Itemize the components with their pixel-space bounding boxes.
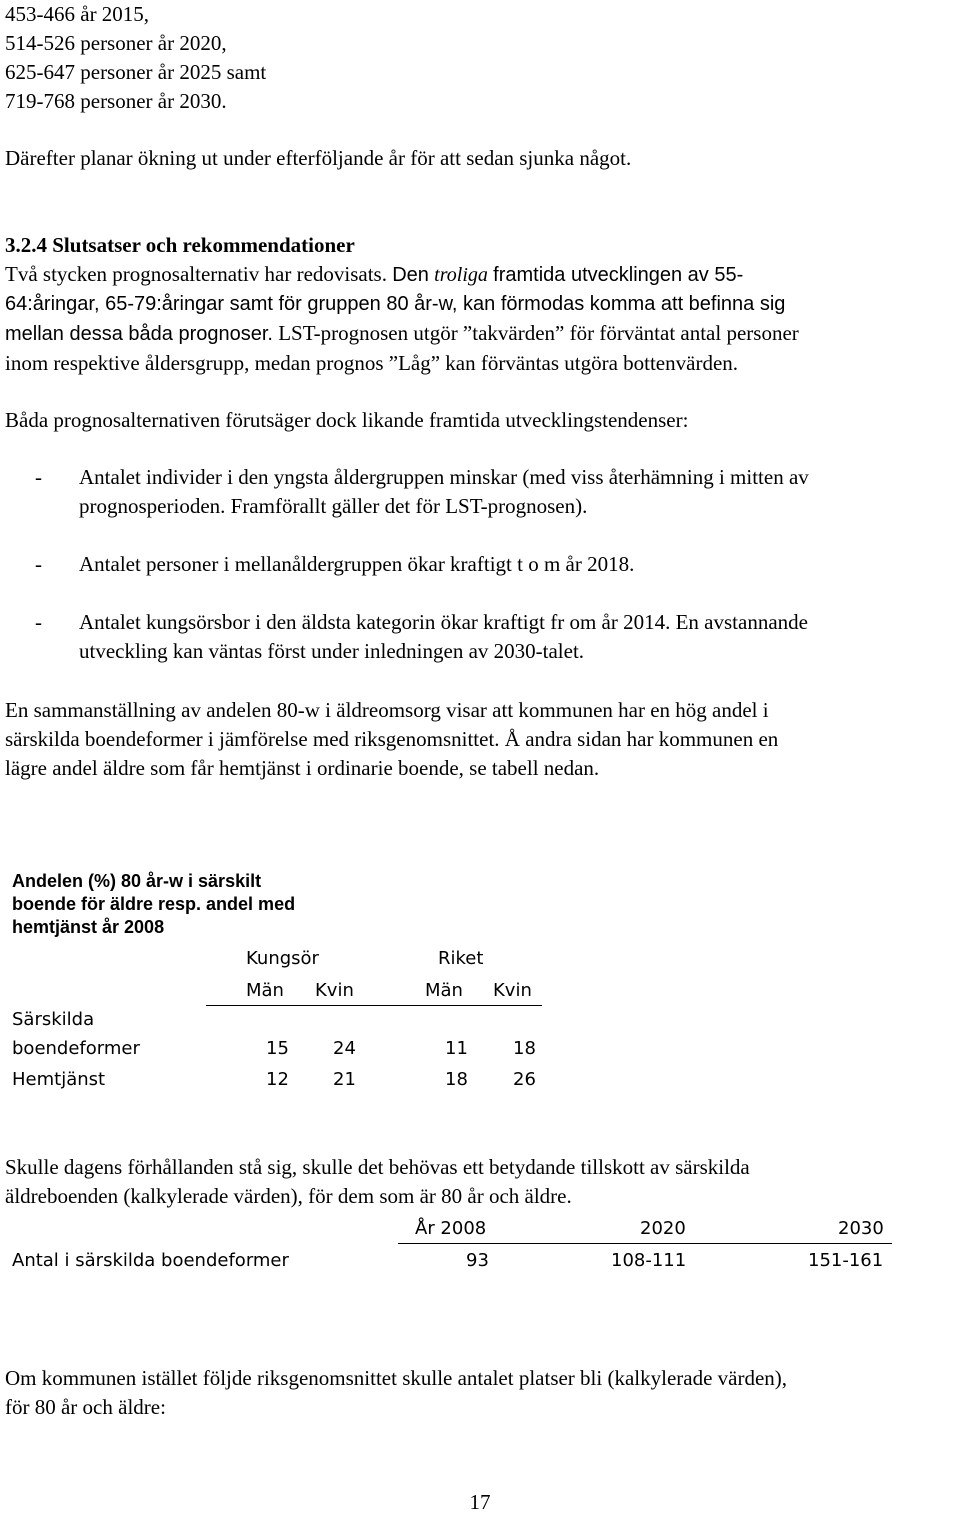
list-item-text: Antalet personer i mellanåldergruppen ökar kraftigt t o m år 2018. bbox=[79, 552, 635, 576]
table2-row-label: Antal i särskilda boendeformer bbox=[12, 1250, 289, 1271]
list-item bbox=[35, 550, 960, 580]
table1-header-rule bbox=[206, 1005, 542, 1006]
page-number: 17 bbox=[469, 1490, 491, 1514]
list-item bbox=[35, 463, 960, 523]
paragraph-tendencies: Båda prognosalternativen förutsäger dock likande framtida utvecklingstendenser: bbox=[5, 408, 689, 432]
table1-cell: 15 bbox=[266, 1038, 289, 1059]
table1-col-man: Män bbox=[246, 980, 284, 1001]
table2-cell: 151-161 bbox=[808, 1250, 884, 1271]
para1-text: LST-prognosen utgör ”takvärden” för förväntat antal personer bbox=[278, 321, 799, 345]
list-item-text: prognosperioden. Framförallt gäller det för LST-prognosen). bbox=[79, 494, 588, 518]
table1-col-kvin: Kvin bbox=[493, 980, 532, 1001]
table1-cell: 18 bbox=[513, 1038, 536, 1059]
table2-cell: 108-111 bbox=[611, 1250, 687, 1271]
table2-header: 2030 bbox=[838, 1218, 884, 1239]
para4-line: Skulle dagens förhållanden stå sig, skulle det behövas ett betydande tillskott av särskilda bbox=[5, 1155, 750, 1179]
para3-line: lägre andel äldre som får hemtjänst i ordinarie boende, se tabell nedan. bbox=[5, 756, 600, 780]
table1-row-label: Hemtjänst bbox=[12, 1069, 106, 1090]
table2-header: 2020 bbox=[640, 1218, 686, 1239]
paragraph-prognoses bbox=[5, 260, 955, 378]
list-item bbox=[35, 608, 960, 668]
para3-line: särskilda boendeformer i jämförelse med riksgenomsnittet. Å andra sidan har kommunen en bbox=[5, 727, 779, 751]
para1-text: Två stycken prognosalternativ har redovisats. bbox=[5, 262, 387, 286]
table1-title-line: boende för äldre resp. andel med bbox=[12, 894, 296, 914]
paragraph-needs bbox=[5, 1153, 955, 1211]
table2-cell: 93 bbox=[466, 1250, 489, 1271]
intro-list bbox=[5, 0, 955, 116]
bullet-dash: - bbox=[35, 610, 42, 634]
para5-line: för 80 år och äldre: bbox=[5, 1395, 166, 1419]
table2-header-rule bbox=[398, 1243, 892, 1244]
para1-text: inom respektive åldersgrupp, medan prognos ”Låg” kan förväntas utgöra bottenvärden. bbox=[5, 351, 739, 375]
paragraph-national-average bbox=[5, 1364, 955, 1422]
table1-title bbox=[12, 870, 295, 939]
intro-line: 514-526 personer år 2020, bbox=[5, 31, 227, 55]
table1-cell: 12 bbox=[266, 1069, 289, 1090]
para4-line: äldreboenden (kalkylerade värden), för dem som är 80 år och äldre. bbox=[5, 1184, 572, 1208]
table1-group-riket: Riket bbox=[438, 948, 484, 969]
table1-cell: 24 bbox=[333, 1038, 356, 1059]
intro-line: 625-647 personer år 2025 samt bbox=[5, 60, 267, 84]
para1-text: mellan dessa båda prognoser. bbox=[5, 323, 273, 345]
para1-italic: troliga bbox=[434, 264, 488, 286]
list-item-text: utveckling kan väntas först under inledningen av 2030-talet. bbox=[79, 639, 585, 663]
para1-text: Den bbox=[392, 264, 429, 286]
list-item-text: Antalet kungsörsbor i den äldsta kategorin ökar kraftigt fr om år 2014. En avstannande bbox=[79, 610, 808, 634]
intro-line: 719-768 personer år 2030. bbox=[5, 89, 227, 113]
table1-cell: 21 bbox=[333, 1069, 356, 1090]
section-heading: 3.2.4 Slutsatser och rekommendationer bbox=[5, 233, 355, 257]
table1-row-label: boendeformer bbox=[12, 1038, 140, 1059]
table1-col-man: Män bbox=[425, 980, 463, 1001]
list-item-text: Antalet individer i den yngsta åldergruppen minskar (med viss återhämning i mitten av bbox=[79, 465, 809, 489]
after-text: Därefter planar ökning ut under efterföljande år för att sedan sjunka något. bbox=[5, 146, 632, 170]
intro-line: 453-466 år 2015, bbox=[5, 2, 150, 26]
table1-cell: 18 bbox=[445, 1069, 468, 1090]
table2-header: År 2008 bbox=[415, 1218, 487, 1239]
para1-text: framtida utvecklingen av 55- bbox=[493, 264, 744, 286]
para1-text: 64:åringar, 65-79:åringar samt för gruppen 80 år-w, kan förmodas komma att befinna sig bbox=[5, 293, 786, 315]
bullet-dash: - bbox=[35, 552, 42, 576]
table1-title-line: hemtjänst år 2008 bbox=[12, 917, 165, 937]
table1-group-kungsor: Kungsör bbox=[246, 948, 319, 969]
table1-cell: 26 bbox=[513, 1069, 536, 1090]
paragraph-comparison bbox=[5, 696, 955, 783]
bullet-dash: - bbox=[35, 465, 42, 489]
table1-row-label: Särskilda bbox=[12, 1009, 95, 1030]
para5-line: Om kommunen istället följde riksgenomsnittet skulle antalet platser bli (kalkylerade värden), bbox=[5, 1366, 788, 1390]
table1-cell: 11 bbox=[445, 1038, 468, 1059]
para3-line: En sammanställning av andelen 80-w i äldreomsorg visar att kommunen har en hög andel i bbox=[5, 698, 769, 722]
table1-col-kvin: Kvin bbox=[315, 980, 354, 1001]
table1-title-line: Andelen (%) 80 år-w i särskilt bbox=[12, 871, 262, 891]
